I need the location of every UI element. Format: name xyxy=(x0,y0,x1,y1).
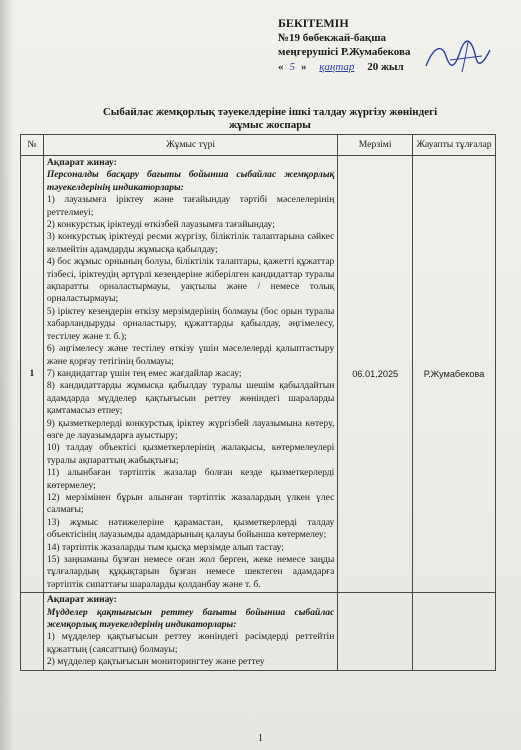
responsible-cell xyxy=(413,593,496,670)
list-item: 2) мүдделер қақтығысын мониторингтеу және реттеу xyxy=(46,656,265,668)
header-no: № xyxy=(21,135,44,156)
list-item: 2) конкурстық іріктеуді өткізбей лауазымға тағайындау; xyxy=(46,219,275,231)
list-item: 6) әңгімелесу және тестілеу өткізу үшін мәселелерді қалыптастыру және қорғау тетігінің болмауы; xyxy=(46,343,335,367)
list-item: 11) алынбаған тәртіптік жазалар болған кезде қызметкерлерді көтермелеу; xyxy=(46,467,335,491)
header-work-type: Жұмыс түрі xyxy=(43,135,338,156)
handwritten-signature xyxy=(420,36,500,76)
list-item: 14) тәртіптік жазаларды тым қысқа мерзімде алып тастау; xyxy=(46,541,284,553)
list-item: 12) мерзімінен бұрын алынған тәртіптік жазалардың үлкен үлес салмағы; xyxy=(46,491,335,516)
list-item: 1) лауазымға іріктеу және тағайындау тәртібі мәселелерінің реттелмеуі; xyxy=(46,194,335,218)
document-title-line1: Сыбайлас жемқорлық тәуекелдеріне ішкі талдау жүргізу жөніндегі xyxy=(102,106,438,118)
date-day: 5 xyxy=(289,60,295,73)
table-header-row xyxy=(21,135,496,156)
date-open-quote: « xyxy=(278,60,284,73)
date-month: қаңтар xyxy=(319,60,355,73)
list-item: 10) талдау объектісі қызметкерлерінің жалақысы, көтермелеулері туралы ақпараттың жабықтығы; xyxy=(46,442,335,466)
section-title: Ақпарат жинау: xyxy=(46,157,117,168)
responsible-cell: Р.Жумабекова xyxy=(413,156,496,593)
deadline-cell xyxy=(338,593,413,670)
date-close-quote: » xyxy=(301,60,307,73)
date-year: 20 xyxy=(367,60,379,73)
header-responsible: Жауапты тұлғалар xyxy=(413,135,496,156)
approval-organization: №19 бөбекжай-бақша xyxy=(278,31,386,44)
approval-signatory: меңгерушісі Р.Жумабекова xyxy=(278,46,411,58)
row-number: 1 xyxy=(21,156,44,593)
document-title xyxy=(60,106,480,132)
work-plan-table xyxy=(20,134,496,671)
page-number: 1 xyxy=(258,733,263,744)
work-type-cell xyxy=(43,593,338,670)
table-row xyxy=(21,593,496,670)
deadline-cell: 06.01.2025 xyxy=(338,156,413,593)
row-number xyxy=(21,593,44,670)
section-subtitle: Мүдделер қақтығысын реттеу бағыты бойынша сыбайлас жемқорлық тәуекелдерінің индикаторлары: xyxy=(46,606,335,631)
approval-title: БЕКІТЕМІН xyxy=(278,16,349,30)
list-item: 8) кандидаттарды жұмысқа қабылдау туралы шешім қабылдайтын адамдарда мүдделер қақтығысын реттеу жөніндегі шараларды қамтамасыз етпеу; xyxy=(46,380,335,417)
document-title-line2: жұмыс жоспары xyxy=(229,119,311,131)
page-shadow xyxy=(0,0,14,750)
header-deadline: Мерзімі xyxy=(338,135,413,156)
list-item: 3) конкурстық іріктеуді ресми жүргізу, біліктілік талаптарына сәйкес келмейтін адамдарды жұмысқа қабылдау; xyxy=(46,231,335,255)
list-item: 5) іріктеу кезеңдерін өткізу мерзімдерінің болмауы (бос орын туралы хабарландыруды орналастыру, құжаттарды қабылдау, әңгімелесу, тестілеу және т. б.); xyxy=(46,305,335,342)
section-title: Ақпарат жинау: xyxy=(46,594,117,606)
list-item: 7) кандидаттар үшін тең емес жағдайлар жасау; xyxy=(46,367,242,379)
section-subtitle: Персоналды басқару бағыты бойынша сыбайлас жемқорлық тәуекелдерінің индикаторлары: xyxy=(46,169,335,193)
list-item: 1) мүдделер қақтығысын реттеу жөніндегі рәсімдерді реттейтін құжаттың (саясаттың) болмауы; xyxy=(46,631,335,655)
list-item: 4) бос жұмыс орнының болуы, біліктілік талаптары, қажетті құжаттар тізбесі, іріктеудің әртүрлі кезеңдеріне жіберілген кандидаттар туралы ақпаратты орналастырмауы, уақтылы және / немесе толық орналастырмауы; xyxy=(46,256,335,305)
list-item: 15) заңнаманы бұзған немесе оған жол берген, жеке немесе заңды тұлғалардың құқықтарын бұзған немесе шектеген адамдарға тәртіптік сипаттағы шараларды қолданбау және т. б. xyxy=(46,554,335,590)
date-suffix: жыл xyxy=(380,60,404,73)
work-type-cell xyxy=(43,156,338,593)
list-item: 13) жұмыс нәтижелеріне қарамастан, қызметкерлерді талдау объектісінің лауазымды адамдарының қалауы бойынша көтермелеу; xyxy=(46,516,335,541)
list-item: 9) қызметкерлерді конкурстық іріктеу жүргізбей лауазымына көтеру, өзге де лауазымдарға ауыстыру; xyxy=(46,417,335,441)
table-row xyxy=(21,156,496,593)
